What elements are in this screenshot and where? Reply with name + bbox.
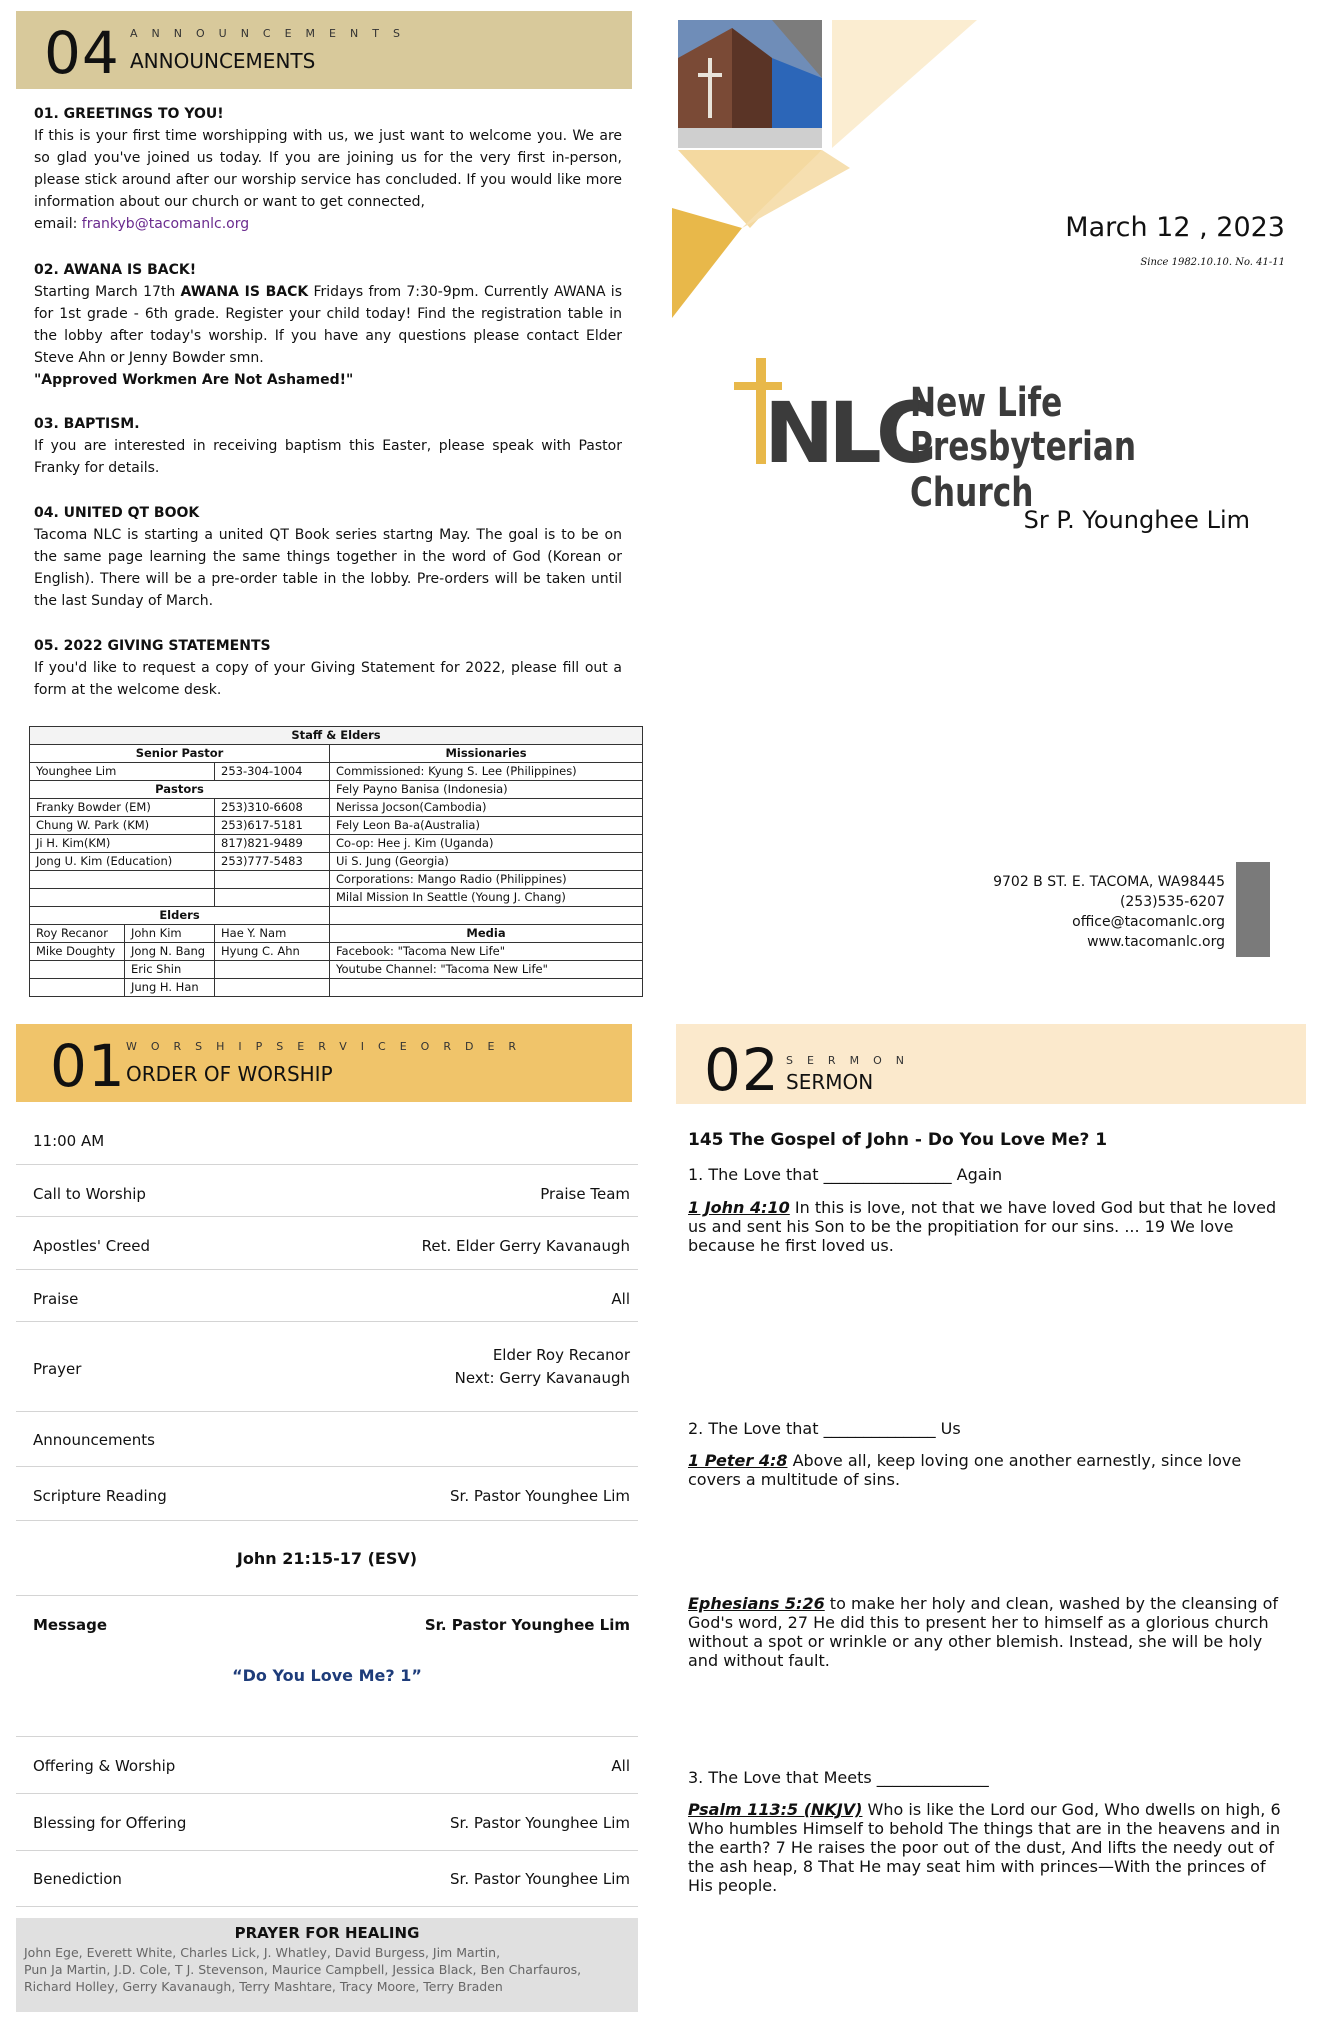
sermon-point-3: 3. The Love that Meets ______________ xyxy=(688,1768,989,1787)
prayer-for-healing xyxy=(16,1918,638,2012)
worship-item: Apostles' Creed Ret. Elder Gerry Kavanaugh xyxy=(16,1217,638,1270)
contact-email[interactable]: office@tacomanlc.org xyxy=(1072,914,1225,930)
prayer-names: John Ege, Everett White, Charles Lick, J. Whatley, David Burgess, Jim Martin, Pun Ja Martin, J.D. Cole, T J. Stevenson, Maurice Campbell, Jessica Black, Ben Charfauros, Richard Holley, Gerry Kavanaugh, Terry Mashtare, Tracy Moore, Terry Braden xyxy=(24,1945,582,1994)
worship-item: Blessing for Offering Sr. Pastor Younghee Lim xyxy=(16,1794,638,1851)
section-spaced-title: SERMON xyxy=(786,1054,918,1067)
message-title: “Do You Love Me? 1” xyxy=(232,1666,422,1685)
announcement-body: Starting March 17th AWANA IS BACK Fridays from 7:30-9pm. Currently AWANA is for 1st grade - 6th grade. Register your child today! Find the registration table in the lobby after today's worship. If you have any questions please contact Elder Steve Ahn or Jenny Bowder smn. xyxy=(34,284,622,366)
message-title-row xyxy=(16,1652,638,1737)
phone: (253)535-6207 xyxy=(1119,894,1225,910)
church-name-line2: Presbyterian Church xyxy=(910,424,1137,516)
svg-text:NLC: NLC xyxy=(764,384,932,482)
worship-item: Scripture Reading Sr. Pastor Younghee Lim xyxy=(16,1467,638,1521)
address: 9702 B ST. E. TACOMA, WA98445 xyxy=(993,874,1225,890)
since-note: Since 1982.10.10. No. 41-11 xyxy=(1140,257,1285,268)
announcement-heading: 01. GREETINGS TO YOU! xyxy=(34,106,224,122)
announcement-body: If you are interested in receiving baptism this Easter, please speak with Pastor Franky for details. xyxy=(34,438,622,476)
website[interactable]: www.tacomanlc.org xyxy=(1087,934,1225,950)
worship-item: Announcements xyxy=(16,1412,638,1467)
announcement-body: Tacoma NLC is starting a united QT Book series startng May. The goal is to be on the same page learning the same things together in the word of God (Korean or English). There will be a pre-order table in the lobby. Pre-orders will be taken until the last Sunday of March. xyxy=(34,527,622,609)
section-number: 01 xyxy=(50,1032,126,1100)
verse-2: 1 Peter 4:8 Above all, keep loving one another earnestly, since love covers a multitude of sins. xyxy=(688,1451,1242,1489)
worship-item: Offering & Worship All xyxy=(16,1737,638,1794)
announcement-tagline: "Approved Workmen Are Not Ashamed!" xyxy=(34,372,354,388)
worship-header xyxy=(16,1024,632,1102)
announcement-heading: 02. AWANA IS BACK! xyxy=(34,262,197,278)
worship-item: Praise All xyxy=(16,1270,638,1322)
announcement-body: If you'd like to request a copy of your Giving Statement for 2022, please fill out a form at the welcome desk. xyxy=(34,660,622,698)
church-name-line1: New Life xyxy=(910,380,1063,426)
announcement-heading: 04. UNITED QT BOOK xyxy=(34,505,200,521)
verse-3: Ephesians 5:26 to make her holy and clean, washed by the cleansing of God's word, 27 He did this to present her to himself as a glorious church without a spot or wrinkle or any other blemish. Instead, she will be holy and without fault. xyxy=(688,1594,1279,1670)
worship-time-row xyxy=(16,1108,638,1165)
staff-title: Staff & Elders xyxy=(30,727,643,745)
section-title: ORDER OF WORSHIP xyxy=(126,1062,333,1086)
sermon-heading: 145 The Gospel of John - Do You Love Me? 1 xyxy=(688,1130,1108,1150)
announcement-heading: 05. 2022 GIVING STATEMENTS xyxy=(34,638,271,654)
bulletin-date: March 12 , 2023 xyxy=(1065,212,1285,243)
announcement-2 xyxy=(34,259,622,391)
staff-table: Staff & Elders Senior Pastor Missionaries Younghee Lim 253-304-1004 Commissioned: Kyung S. Lee (Philippines) Pastors Fely Payno Banisa (Indonesia) Franky Bowder (EM) 253)310-6608 Nerissa Jocson(Cambodia) Chung W. Park (KM) 253)617-5181 Fely Leon Ba-a(Australia) Ji H. Kim(KM) 817)821-9489 Co-op: Hee j. Kim (Uganda) Jong U. Kim (Education) 253)777-5483 Ui S. Jung (Georgia) Corporations: Mango Radio (Philippines) Milal Mission In Seattle (Young J. Chang) Elders Roy Recanor John Kim Hae Y. Nam Media Mike Doughty Jong N. Bang Hyung C. Ahn Facebook: "Tacoma New Life" Eric Shin Youtube Channel: "Tacoma New Life" Jung H. Han xyxy=(29,726,643,997)
nlc-logo xyxy=(734,358,932,482)
section-spaced-title: ANNOUNCEMENTS xyxy=(130,27,414,40)
section-title: ANNOUNCEMENTS xyxy=(130,49,316,73)
section-spaced-title: WORSHIPSERVICEORDER xyxy=(126,1040,531,1053)
email-link[interactable]: frankyb@tacomanlc.org xyxy=(81,216,250,232)
gray-accent-bar xyxy=(1236,862,1270,957)
worship-item: Benediction Sr. Pastor Younghee Lim xyxy=(16,1851,638,1907)
service-time: 11:00 AM xyxy=(33,1132,105,1150)
senior-pastor-name: Sr P. Younghee Lim xyxy=(1023,506,1250,534)
announcement-5 xyxy=(34,635,622,701)
section-number: 04 xyxy=(44,19,120,87)
verse-4: Psalm 113:5 (NKJV) Who is like the Lord our God, Who dwells on high, 6 Who humbles Himself to behold The things that are in the heavens and in the earth? 7 He raises the poor out of the dust, And lifts the needy out of the ash heap, 8 That He may seat him with princes—With the princes of His people. xyxy=(688,1800,1281,1895)
announcement-1 xyxy=(34,103,622,235)
section-title: SERMON xyxy=(786,1070,874,1094)
sermon-header xyxy=(676,1024,1306,1104)
announcement-body: If this is your first time worshipping with us, we just want to welcome you. We are so glad you've joined us today. If you are joining us for the very first in-person, please stick around after our worship service has concluded. If you would like more information about our church or want to get connected, email: frankyb@tacomanlc.org xyxy=(34,128,622,232)
announcement-4 xyxy=(34,502,622,612)
church-contact xyxy=(900,872,1225,952)
worship-item: Call to Worship Praise Team xyxy=(16,1165,638,1217)
church-photo xyxy=(672,18,822,148)
prayer-title: PRAYER FOR HEALING xyxy=(234,1924,420,1942)
worship-item: Message Sr. Pastor Younghee Lim xyxy=(33,1616,630,1634)
announcement-3 xyxy=(34,413,622,479)
sermon-point-2: 2. The Love that ______________ Us xyxy=(688,1419,961,1438)
sermon-point-1: 1. The Love that ________________ Again xyxy=(688,1165,1003,1184)
worship-item: Prayer Elder Roy Recanor Next: Gerry Kavanaugh xyxy=(16,1322,638,1412)
announcements-header xyxy=(16,11,632,89)
scripture-reference: John 21:15-17 (ESV) xyxy=(236,1549,418,1568)
announcement-heading: 03. BAPTISM. xyxy=(34,416,140,432)
section-number: 02 xyxy=(704,1036,780,1104)
verse-1: 1 John 4:10 In this is love, not that we have loved God but that he loved us and sent his Son to be the propitiation for our sins. ... 19 We love because he first loved us. xyxy=(688,1198,1277,1255)
scripture-row xyxy=(16,1521,638,1596)
